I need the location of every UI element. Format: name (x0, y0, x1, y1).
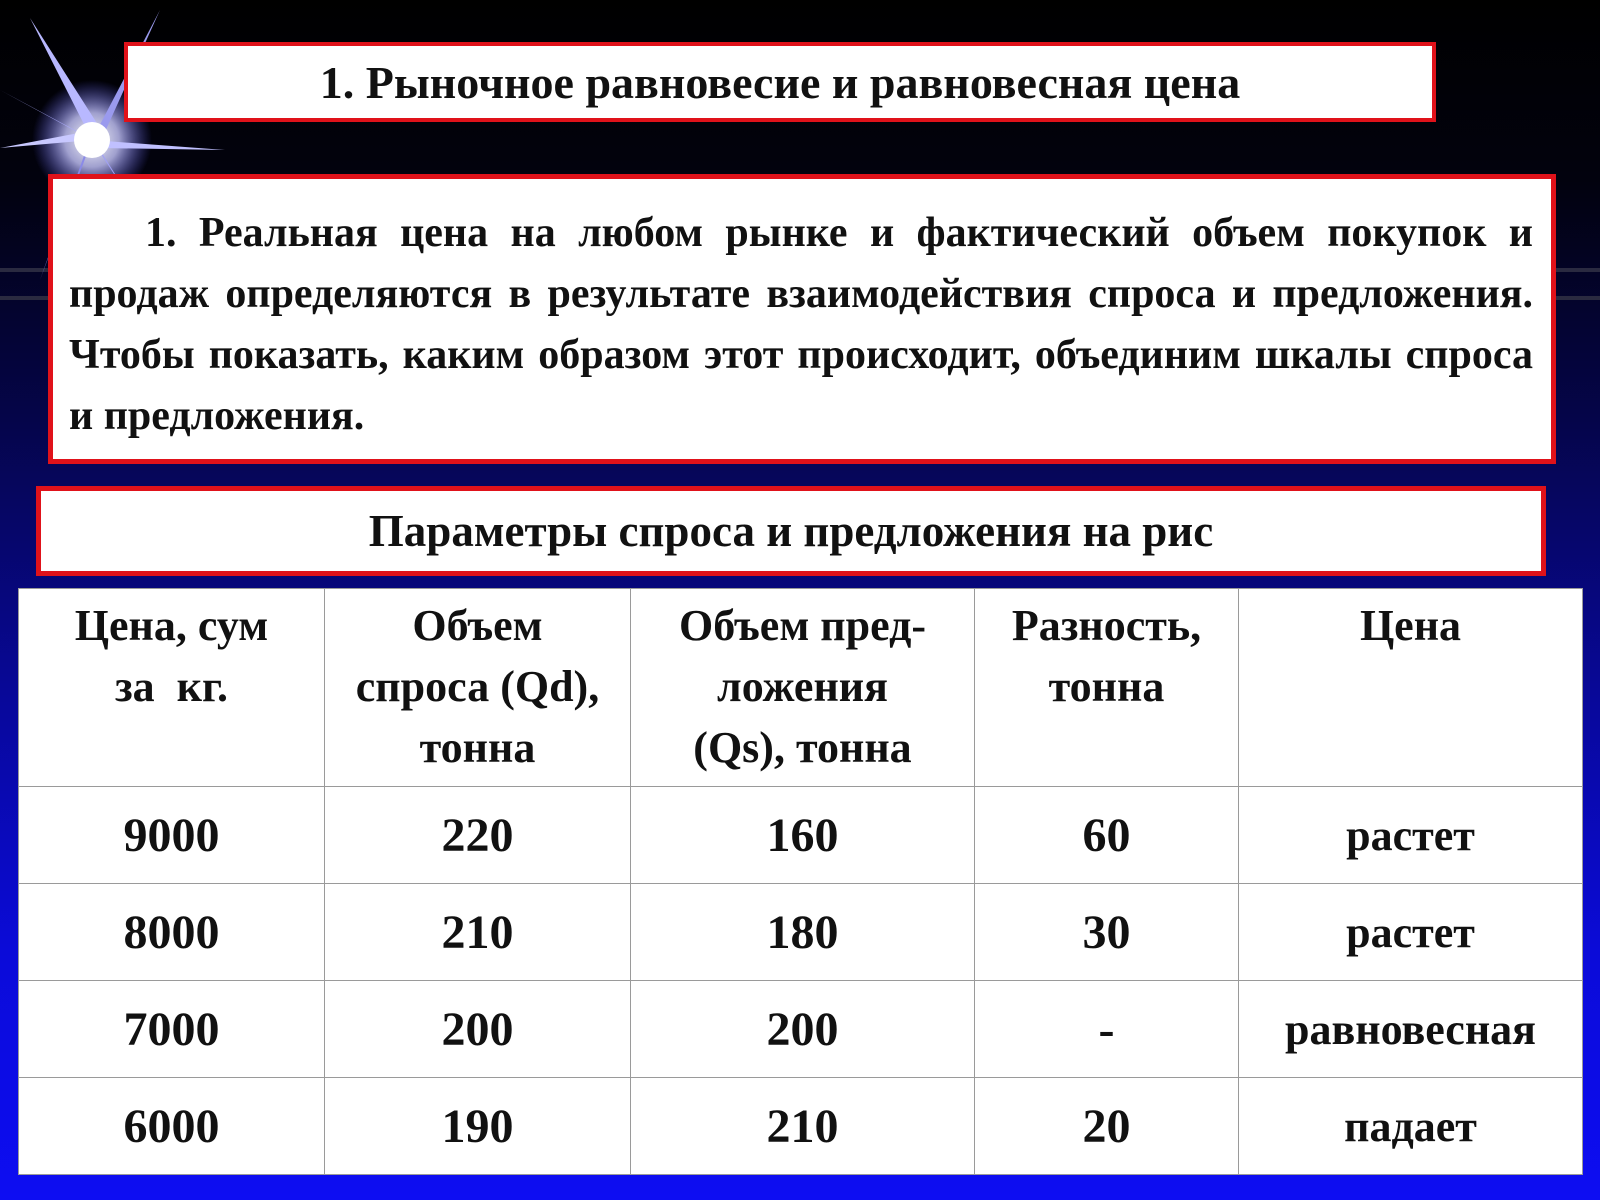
table-header-row (19, 589, 1583, 787)
difference-cell: 30 (975, 884, 1239, 981)
demand-cell: 220 (325, 787, 631, 884)
difference-cell: 60 (975, 787, 1239, 884)
header-difference: Разность, тонна (975, 589, 1239, 787)
demand-cell: 210 (325, 884, 631, 981)
table-row (19, 884, 1583, 981)
trend-cell: растет (1239, 787, 1583, 884)
demand-cell: 190 (325, 1078, 631, 1175)
table-caption: Параметры спроса и предложения на рис (36, 486, 1546, 576)
difference-cell: - (975, 981, 1239, 1078)
price-cell: 9000 (19, 787, 325, 884)
header-demand-volume: Объем спроса (Qd), тонна (325, 589, 631, 787)
supply-cell: 180 (631, 884, 975, 981)
header-supply-volume: Объем пред- ложения (Qs), тонна (631, 589, 975, 787)
price-cell: 7000 (19, 981, 325, 1078)
price-cell: 6000 (19, 1078, 325, 1175)
difference-cell: 20 (975, 1078, 1239, 1175)
header-price-trend: Цена (1239, 589, 1583, 787)
table-row (19, 981, 1583, 1078)
intro-paragraph: 1. Реальная цена на любом рынке и фактический объем покупок и продаж определяются в результате взаимодействия спроса и предложения. Чтобы показать, каким образом этот происходит, объединим шкалы спроса и предложения. (48, 174, 1556, 464)
price-cell: 8000 (19, 884, 325, 981)
supply-cell: 160 (631, 787, 975, 884)
header-price: Цена, сум за кг. (19, 589, 325, 787)
table-row (19, 1078, 1583, 1175)
trend-cell: падает (1239, 1078, 1583, 1175)
supply-cell: 200 (631, 981, 975, 1078)
demand-cell: 200 (325, 981, 631, 1078)
slide-title: 1. Рыночное равновесие и равновесная цена (124, 42, 1436, 122)
table-row (19, 787, 1583, 884)
supply-demand-table (18, 588, 1583, 1175)
trend-cell: равновесная (1239, 981, 1583, 1078)
supply-cell: 210 (631, 1078, 975, 1175)
trend-cell: растет (1239, 884, 1583, 981)
